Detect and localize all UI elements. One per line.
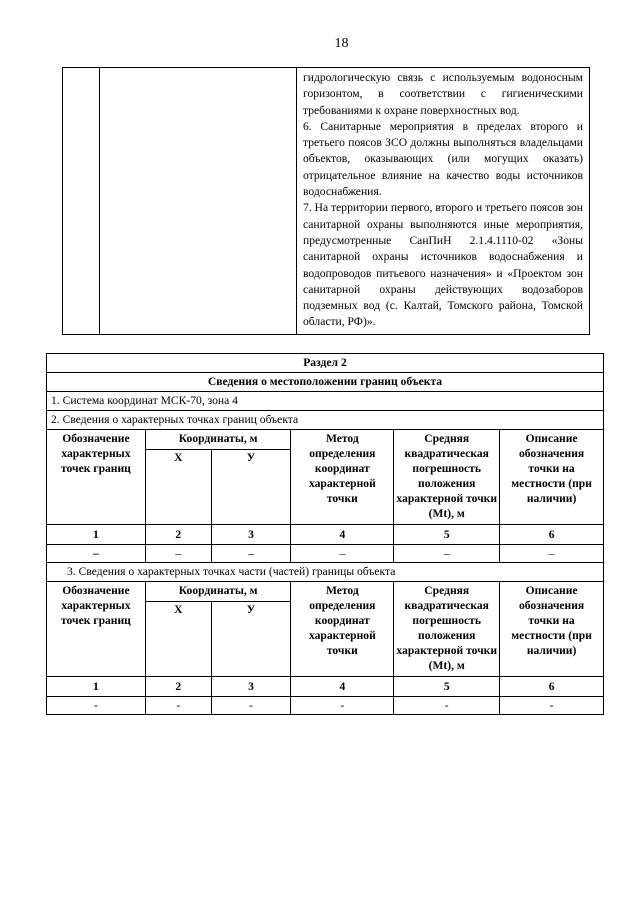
header-description: Описание обозначения точки на местности (при наличии) [500,430,604,525]
header-description: Описание обозначения точки на местности (при наличии) [500,582,604,677]
header-coordinates: Координаты, м [145,430,291,450]
page-number: 18 [334,36,349,51]
column-number: 5 [394,677,500,697]
column-number: 3 [211,677,291,697]
column-number: 2 [145,525,211,545]
table-cell: - [145,697,211,715]
paragraph: 7. На территории первого, второго и третьего поясов зон санитарной охраны выполняются иные мероприятия, предусмотренные СанПиН 2.1.4.1110-02 «Зоны санитарной охраны источников водоснабжения и водопроводов питьевого назначения» и «Проектом зон санитарной охраны действующих водозаборов подземных вод (с. Калтай, Томского района, Томской области, РФ)». [303,201,583,329]
empty-cell [100,68,297,335]
table-cell: - [211,697,291,715]
table-cell: – [211,545,291,563]
empty-cell [63,68,100,335]
table-cell: – [47,545,146,563]
column-number: 2 [145,677,211,697]
table-cell: – [291,545,394,563]
item-3-heading: 3. Сведения о характерных точках части (частей) границы объекта [47,563,604,582]
column-number: 1 [47,525,146,545]
continuation-table [62,67,590,335]
paragraph: 6. Санитарные мероприятия в пределах второго и третьего поясов ЗСО должны выполняться владельцами объектов, оказывающих (или могущих оказать) отрицательное влияние на качество воды источников водоснабжения. [303,119,583,199]
section-2-table [46,353,604,715]
header-x: Х [145,602,211,677]
table-cell: - [500,697,604,715]
measures-text-cell [297,68,590,335]
column-number: 6 [500,677,604,697]
header-method: Метод определения координат характерной точки [291,582,394,677]
table-cell: - [291,697,394,715]
header-x: Х [145,450,211,525]
column-number: 3 [211,525,291,545]
table-cell: – [500,545,604,563]
header-error: Средняя квадратическая погрешность положения характерной точки (Mt), м [394,582,500,677]
paragraph: гидрологическую связь с используемым водоносным горизонтом, в соответствии с гигиеническими требованиями к охране поверхностных вод. [303,71,583,117]
table-cell: – [145,545,211,563]
header-error: Средняя квадратическая погрешность положения характерной точки (Mt), м [394,430,500,525]
section-title: Раздел 2 [47,354,604,373]
header-y: У [211,450,291,525]
section-subtitle: Сведения о местоположении границ объекта [47,373,604,392]
coordinate-system: 1. Система координат МСК-70, зона 4 [47,392,604,411]
header-method: Метод определения координат характерной точки [291,430,394,525]
column-number: 4 [291,525,394,545]
column-number: 4 [291,677,394,697]
header-y: У [211,602,291,677]
header-point-designation: Обозначение характерных точек границ [47,430,146,525]
column-number: 1 [47,677,146,697]
table-cell: – [394,545,500,563]
header-coordinates: Координаты, м [145,582,291,602]
table-cell: - [394,697,500,715]
column-number: 5 [394,525,500,545]
header-point-designation: Обозначение характерных точек границ [47,582,146,677]
item-2-heading: 2. Сведения о характерных точках границ объекта [47,411,604,430]
column-number: 6 [500,525,604,545]
table-cell: - [47,697,146,715]
